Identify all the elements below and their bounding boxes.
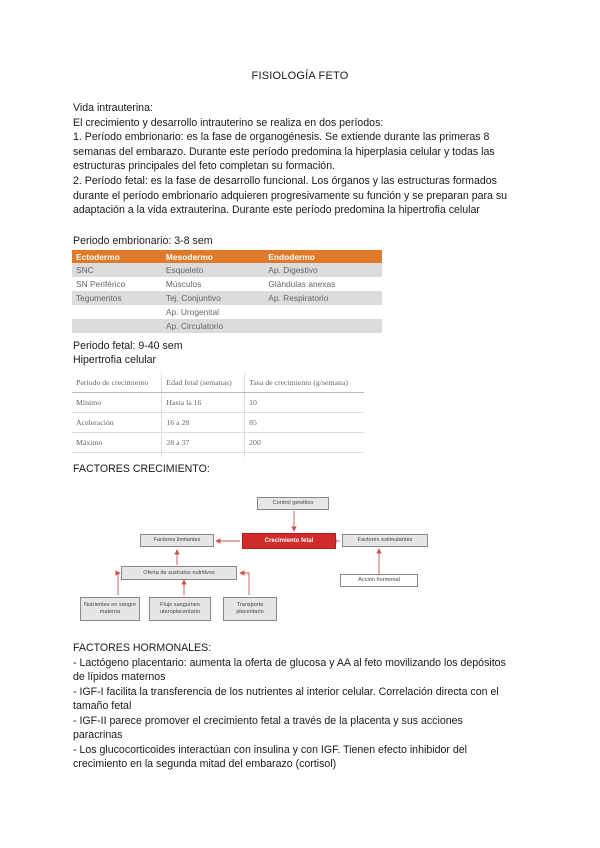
intro-line: 1. Período embrionario: es la fase de organogénesis. Se extiende durante las primeras 8: [73, 131, 490, 144]
table-cell: Ap. Circulatorio: [162, 319, 264, 333]
arrow-transport-to-supply: [240, 573, 249, 595]
table-cell: [162, 453, 245, 458]
blood-flow-box: Flujo sanguíneo uteroplacentario: [149, 597, 211, 621]
intro-text: [73, 101, 533, 218]
table-header-row: [72, 373, 364, 393]
table-cell: Tej. Conjuntivo: [162, 291, 264, 305]
arrow-nutrients-to-supply: [118, 573, 120, 595]
center-box: Crecimiento fetal: [242, 533, 336, 549]
table-row: [72, 277, 382, 291]
table-cell: Esqueleto: [162, 263, 264, 277]
table-row: [72, 453, 364, 458]
hormonal-line: - Los glucocorticoides interactúan con insulina y con IGF. Tienen efecto inhibidor del: [73, 743, 467, 756]
table-cell: [264, 305, 382, 319]
embryonic-table: [72, 250, 382, 333]
intro-line: Vida intrauterina:: [73, 102, 153, 114]
hormonal-line: - Lactógeno placentario: aumenta la oferta de glucosa y AA al feto movilizando los depósitos: [73, 656, 506, 669]
table-cell: Ap. Urogenital: [162, 305, 264, 319]
hormonal-line: crecimiento en la segunda mitad del embarazo (cortisol): [73, 758, 337, 770]
column-header: Tasa de crecimiento (g/semana): [245, 373, 364, 393]
intro-line: semanas del embarazo. Durante este período predomina la hiperplasia celular y todas las: [73, 145, 495, 158]
limiting-box: Factores limitantes: [140, 534, 214, 547]
table-cell: [264, 319, 382, 333]
fetal-subheading: Hipertrofia celular: [73, 354, 157, 366]
column-header: Ectodermo: [72, 250, 162, 263]
table-cell: SNC: [72, 263, 162, 277]
table-row: [72, 413, 364, 433]
table-cell: Mínimo: [72, 393, 162, 413]
table-row: [72, 305, 382, 319]
hormonal-line: paracrinas: [73, 729, 123, 741]
table-cell: 85: [245, 413, 364, 433]
table-cell: Hasta la 16: [162, 393, 245, 413]
supply-box: Oferta de sustratos nutritivos: [121, 566, 237, 580]
table-cell: 28 a 37: [162, 433, 245, 453]
column-header: Mesodermo: [162, 250, 264, 263]
hormonal-heading: FACTORES HORMONALES:: [73, 642, 212, 654]
table-row: [72, 433, 364, 453]
intro-line: estructuras principales del feto completan su formación.: [73, 160, 336, 173]
page-title: FISIOLOGÍA FETO: [251, 70, 349, 82]
embryonic-heading: Periodo embrionario: 3-8 sem: [73, 235, 213, 247]
hormonal-line: - IGF-I facilita la transferencia de los nutrientes al interior celular. Correlación directa con el: [73, 685, 499, 698]
table-row: [72, 263, 382, 277]
table-cell: Máximo: [72, 433, 162, 453]
table-cell: [72, 305, 162, 319]
table-row: [72, 319, 382, 333]
intro-line: El crecimiento y desarrollo intrauterino se realiza en dos períodos:: [73, 116, 384, 129]
nutrients-box: Nutrientes en sangre materna: [80, 597, 140, 621]
stimulating-box: Factores estimulantes: [342, 534, 428, 547]
table-cell: Músculos: [162, 277, 264, 291]
table-cell: [72, 319, 162, 333]
intro-line: 2. Período fetal: es la fase de desarrollo funcional. Los órganos y las estructuras formados: [73, 174, 497, 187]
control-box: Control genético: [257, 497, 329, 510]
table-cell: 10: [245, 393, 364, 413]
table-cell: 200: [245, 433, 364, 453]
table-cell: [245, 453, 364, 458]
fetal-table-wrapper: [72, 373, 364, 457]
column-header: Edad fetal (semanas): [162, 373, 245, 393]
table-cell: Ap. Respiratorio: [264, 291, 382, 305]
hormonal-line: - IGF-II parece promover el crecimiento fetal a través de la placenta y sus acciones: [73, 714, 463, 727]
growth-factors-heading: FACTORES CRECIMIENTO:: [73, 463, 210, 475]
transport-box: Transporte placentario: [223, 597, 277, 621]
table-cell: Ap. Digestivo: [264, 263, 382, 277]
hormonal-line: de lípidos maternos: [73, 671, 166, 683]
column-header: Endodermo: [264, 250, 382, 263]
table-cell: 16 a 28: [162, 413, 245, 433]
column-header: Período de crecimiento: [72, 373, 162, 393]
table-cell: Glándulas anexas: [264, 277, 382, 291]
hormonal-line: tamaño fetal: [73, 700, 132, 712]
intro-line: durante el período embrionario adquieren progresivamente su función y se preparan para su: [73, 189, 508, 202]
table-header-row: [72, 250, 382, 263]
table-cell: Tegumentos: [72, 291, 162, 305]
growth-factors-diagram: [74, 493, 434, 625]
fetal-heading: Periodo fetal: 9-40 sem: [73, 340, 183, 352]
intro-line: adaptación a la vida extrauterina. Durante este período predomina la hipertrofia celular: [73, 204, 480, 217]
hormonal-factors-section: [73, 641, 543, 772]
table-cell: SN Periférico: [72, 277, 162, 291]
table-row: [72, 291, 382, 305]
table-cell: [72, 453, 162, 458]
table-row: [72, 393, 364, 413]
hormonal-action-box: Acción hormonal: [340, 574, 418, 587]
fetal-table: [72, 373, 364, 457]
table-cell: Aceleración: [72, 413, 162, 433]
